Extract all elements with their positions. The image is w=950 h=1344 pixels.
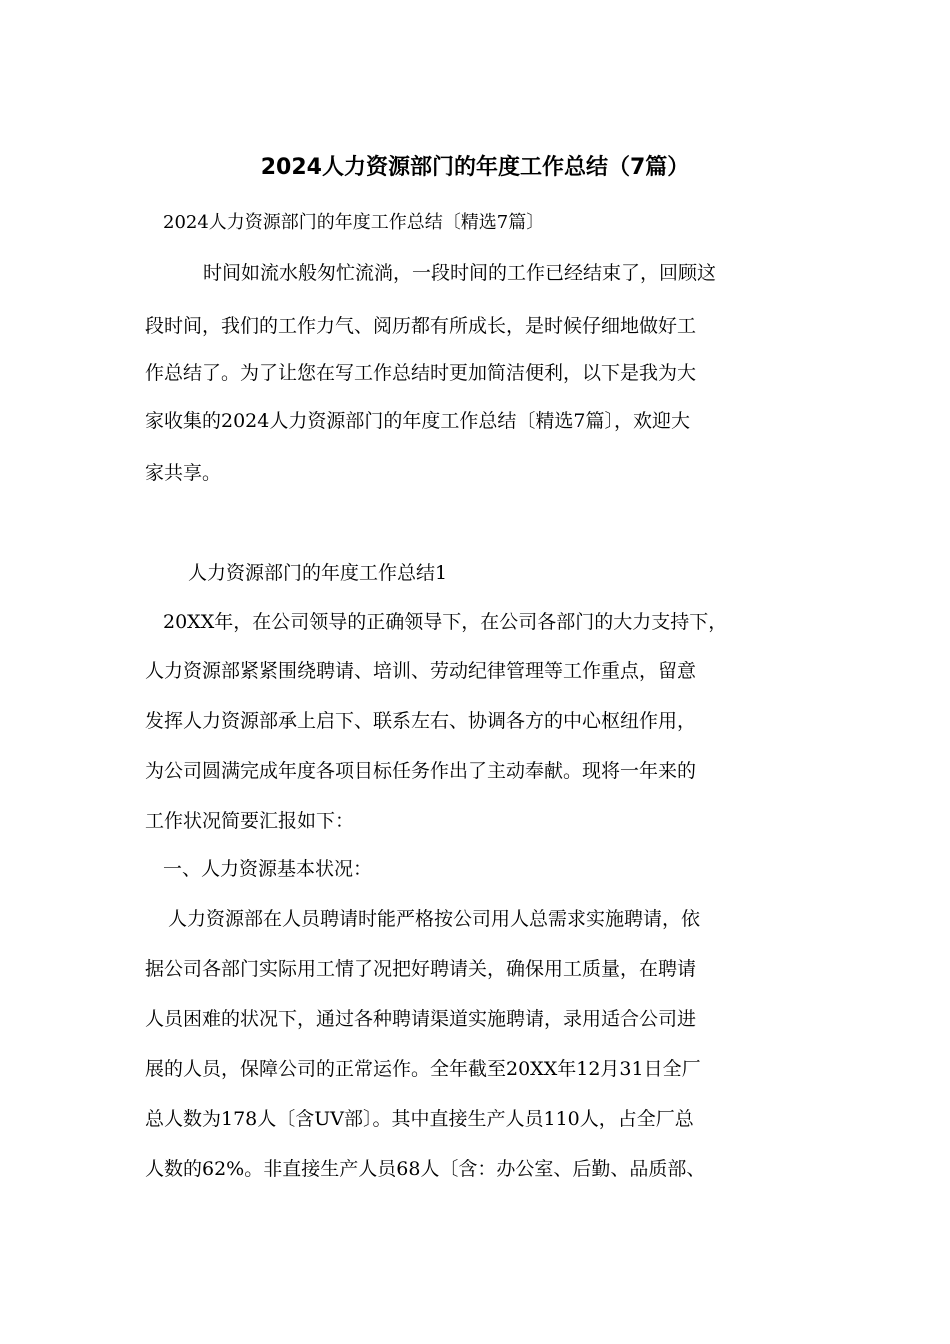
body-line: 人数的62%。非直接生产人员68人〔含：办公室、后勤、品质部、 xyxy=(145,1158,706,1180)
section-heading: 人力资源部门的年度工作总结1 xyxy=(188,562,448,584)
body-line: 据公司各部门实际用工情了况把好聘请关，确保用工质量，在聘请 xyxy=(145,958,697,980)
body-line: 人力资源部紧紧围绕聘请、培训、劳动纪律管理等工作重点，留意 xyxy=(145,660,697,682)
intro-line: 家收集的2024人力资源部门的年度工作总结〔精选7篇〕，欢迎大 xyxy=(145,410,690,432)
body-line: 人员困难的状况下，通过各种聘请渠道实施聘请，录用适合公司进 xyxy=(145,1008,697,1030)
intro-line: 时间如流水般匆忙流淌，一段时间的工作已经结束了，回顾这 xyxy=(203,262,717,284)
body-line: 工作状况简要汇报如下： xyxy=(145,810,355,832)
intro-line: 家共享。 xyxy=(145,462,222,484)
body-line: 总人数为178人〔含UV部〕。其中直接生产人员110人，占全厂总 xyxy=(145,1108,694,1130)
subheading: 一、人力资源基本状况： xyxy=(163,858,373,880)
body-line: 发挥人力资源部承上启下、联系左右、协调各方的中心枢纽作用， xyxy=(145,710,697,732)
body-line: 20XX年，在公司领导的正确领导下，在公司各部门的大力支持下， xyxy=(163,611,728,633)
body-line: 展的人员，保障公司的正常运作。全年截至20XX年12月31日全厂 xyxy=(145,1058,701,1080)
body-line: 为公司圆满完成年度各项目标任务作出了主动奉献。现将一年来的 xyxy=(145,760,697,782)
document-title: 2024人力资源部门的年度工作总结（7篇） xyxy=(260,155,690,180)
body-line: 人力资源部在人员聘请时能严格按公司用人总需求实施聘请，依 xyxy=(168,908,701,930)
intro-line: 段时间，我们的工作力气、阅历都有所成长，是时候仔细地做好工 xyxy=(145,315,697,337)
document-subtitle: 2024人力资源部门的年度工作总结〔精选7篇〕 xyxy=(163,212,545,233)
intro-line: 作总结了。为了让您在写工作总结时更加简洁便利，以下是我为大 xyxy=(145,362,697,384)
